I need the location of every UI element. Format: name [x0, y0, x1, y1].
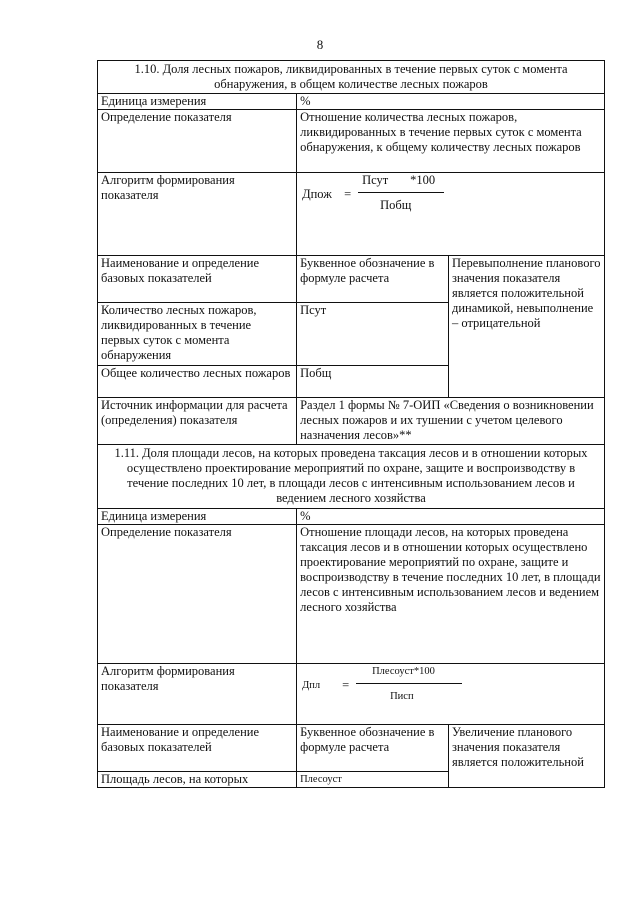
algorithm-row: [98, 173, 605, 256]
unit-value: %: [297, 509, 605, 525]
section-1-10-title-row: [98, 61, 605, 94]
algorithm-label: Алгоритм формирования показателя: [98, 173, 297, 256]
base-symbol-header: Буквенное обозначение в формуле расчета: [297, 725, 449, 772]
formula-lhs: Дпож: [302, 187, 332, 201]
base-row-name: Количество лесных пожаров, ликвидированных в течение первых суток с момента обнаружения: [98, 303, 297, 366]
definition-value: Отношение площади лесов, на которых проведена таксация лесов и в отношении которых осуществлено проектирование мероприятий по охране, защите и воспроизводству в течение последних 10 лет, в площади лесов с интенсивным использованием лесов и ведением лесного хозяйства: [297, 525, 605, 664]
formula-numerator: Псут: [362, 173, 389, 187]
section-title: 1.11. Доля площади лесов, на которых проведена таксация лесов и в отношении которых осуществлено проектирование мероприятий по охране, защите и воспроизводству в течение последних 10 лет, в площади лесов с интенсивным использованием лесов и ведением лесного хозяйства: [98, 445, 605, 509]
base-row-name: Площадь лесов, на которых: [98, 772, 297, 788]
formula: [300, 664, 601, 722]
base-row-symbol: Побщ: [297, 366, 449, 398]
indicator-table: [97, 60, 605, 788]
page-number: 8: [316, 37, 324, 52]
definition-label: Определение показателя: [98, 525, 297, 664]
base-name-header: Наименование и определение базовых показателей: [98, 256, 297, 303]
unit-label: Единица измерения: [98, 94, 297, 110]
source-value: Раздел 1 формы № 7-ОИП «Сведения о возникновении лесных пожаров и их тушении с учетом целевого назначения лесов»**: [297, 398, 605, 445]
base-row-symbol: Плесоуст: [297, 772, 449, 788]
formula-cell: [297, 173, 605, 256]
section-1-11-title-row: [98, 445, 605, 509]
formula: [300, 173, 601, 231]
formula-lhs: Дпл: [302, 680, 321, 691]
unit-value: %: [297, 94, 605, 110]
fraction-line: [356, 683, 462, 684]
formula-denominator: Писп: [390, 691, 414, 702]
base-header-row: [98, 725, 605, 772]
source-label: Источник информации для расчета (определения) показателя: [98, 398, 297, 445]
definition-row: [98, 525, 605, 664]
formula-numerator: Плесоуст*100: [372, 666, 435, 677]
algorithm-label: Алгоритм формирования показателя: [98, 664, 297, 725]
base-symbol-header: Буквенное обозначение в формуле расчета: [297, 256, 449, 303]
algorithm-row: [98, 664, 605, 725]
base-row-symbol: Псут: [297, 303, 449, 366]
base-row-name: Общее количество лесных пожаров: [98, 366, 297, 398]
fraction-line: [358, 192, 444, 193]
base-note: Увеличение планового значения показателя является положительной: [448, 725, 604, 788]
formula-multiplier: *100: [410, 173, 436, 187]
definition-value: Отношение количества лесных пожаров, ликвидированных в течение первых суток с момента обнаружения, к общему количеству лесных пожаров: [297, 110, 605, 173]
formula-equals: =: [344, 187, 352, 201]
formula-equals: =: [342, 678, 350, 692]
formula-cell: [297, 664, 605, 725]
definition-label: Определение показателя: [98, 110, 297, 173]
base-header-row: [98, 256, 605, 303]
unit-label: Единица измерения: [98, 509, 297, 525]
base-name-header: Наименование и определение базовых показателей: [98, 725, 297, 772]
unit-row: [98, 509, 605, 525]
section-title: 1.10. Доля лесных пожаров, ликвидированных в течение первых суток с момента обнаружения, в общем количестве лесных пожаров: [98, 61, 605, 94]
source-row: [98, 398, 605, 445]
base-note: Перевыполнение планового значения показателя является положительной динамикой, невыполнение – отрицательной: [448, 256, 604, 398]
formula-denominator: Побщ: [380, 198, 412, 212]
unit-row: [98, 94, 605, 110]
definition-row: [98, 110, 605, 173]
